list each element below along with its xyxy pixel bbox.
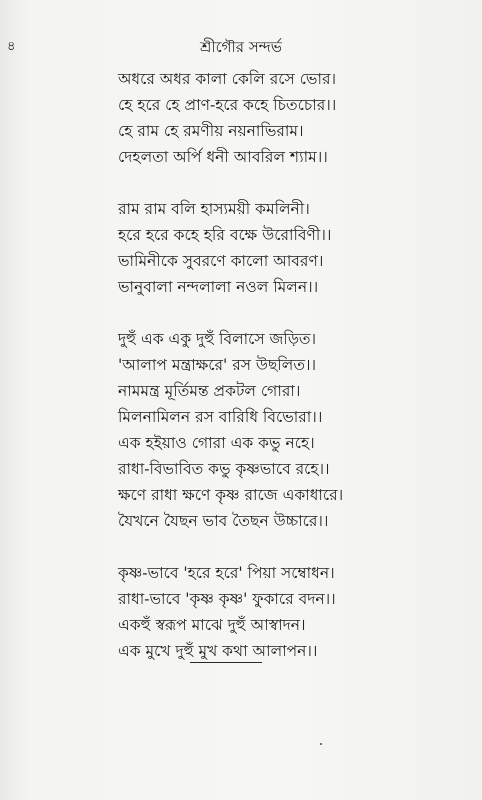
poem-line: ভামিনীকে সুবরণে কালো আবরণ। xyxy=(118,252,324,270)
poem-line: রাধা-ভাবে 'কৃষ্ণ কৃষ্ণ' ফুকারে বদন।। xyxy=(118,590,336,608)
poem-line: ক্ষণে রাধা ক্ষণে কৃষ্ণ রাজে একাধারে। xyxy=(118,486,344,504)
stanza xyxy=(118,326,458,534)
page-number: ৪ xyxy=(7,39,16,54)
poem-line: হরে হরে কহে হরি বক্ষে উরোবিণী।। xyxy=(118,226,332,244)
poem-line: হে হরে হে প্রাণ-হরে কহে চিতচোর।। xyxy=(118,96,337,114)
poem-line: এক মুখে দুহুঁ মুখ কথা আলাপন।। xyxy=(118,642,318,660)
poem-line: নামমন্ত্র মূর্তিমন্ত প্রকটল গোরা। xyxy=(118,382,301,400)
running-header: শ্রীগৌর সন্দর্ভ xyxy=(200,38,282,56)
poem-line: দেহলতা অর্পি ধনী আবরিল শ্যাম।। xyxy=(118,148,328,166)
poem-line: মিলনামিলন রস বারিধি বিভোরা।। xyxy=(118,408,323,426)
poem-line: এক হইয়াও গোরা এক কভু নহে। xyxy=(118,434,315,452)
poem-line: দুহুঁ এক একু দুহুঁ বিলাসে জড়িত। xyxy=(118,330,317,348)
print-speck xyxy=(320,743,322,745)
poem-line: যৈখনে যৈছন ভাব তৈছন উচ্চারে।। xyxy=(118,512,329,530)
poem-line: একহুঁ স্বরূপ মাঝে দুহুঁ আস্বাদন। xyxy=(118,616,306,634)
poem-body xyxy=(118,66,458,690)
poem-line: কৃষ্ণ-ভাবে 'হরে হরে' পিয়া সম্বোধন। xyxy=(118,564,335,582)
poem-line: ভানুবালা নন্দলালা নওল মিলন।। xyxy=(118,278,319,296)
stanza xyxy=(118,560,458,664)
stanza xyxy=(118,66,458,170)
poem-line: রাধা-বিভাবিত কভু কৃষ্ণভাবে রহে।। xyxy=(118,460,330,478)
end-rule-divider xyxy=(190,662,262,663)
poem-line: রাম রাম বলি হাস্যময়ী কমলিনী। xyxy=(118,200,310,218)
poem-line: 'আলাপ মন্ত্রাক্ষরে' রস উছলিত।। xyxy=(118,356,317,374)
poem-line: অধরে অধর কালা কেলি রসে ভোর। xyxy=(118,70,337,88)
poem-line: হে রাম হে রমণীয় নয়নাভিরাম। xyxy=(118,122,304,140)
stanza xyxy=(118,196,458,300)
